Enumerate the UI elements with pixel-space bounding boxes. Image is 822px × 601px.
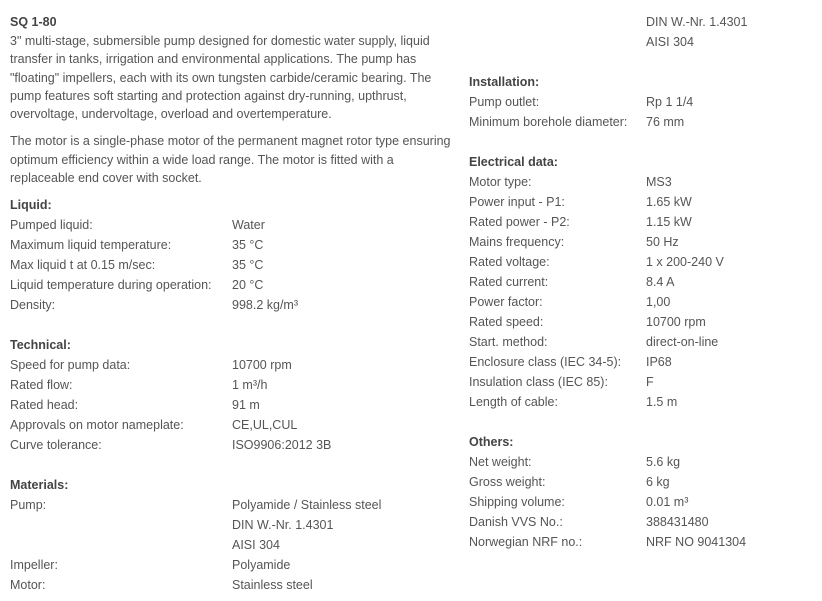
spec-row bbox=[10, 215, 455, 235]
spec-value: 388431480 bbox=[646, 515, 709, 529]
spec-row bbox=[469, 452, 814, 472]
spec-label: Rated voltage: bbox=[469, 255, 550, 269]
right-column bbox=[469, 12, 814, 552]
spec-label: Gross weight: bbox=[469, 475, 546, 489]
spec-value: 50 Hz bbox=[646, 235, 679, 249]
spec-row bbox=[469, 492, 814, 512]
spec-value: ISO9906:2012 3B bbox=[232, 438, 332, 453]
spec-row bbox=[469, 392, 814, 412]
spec-label: Rated flow: bbox=[10, 378, 73, 393]
spec-row bbox=[10, 535, 455, 555]
left-column bbox=[10, 12, 455, 595]
section-title: Materials: bbox=[10, 478, 69, 493]
description-paragraph: 3" multi-stage, submersible pump designed for domestic water supply, liquid transfer in tanks, irrigation and environmental applications. The pump has "floating" impellers, each with its own tungsten carbide/ceramic bearing. The pump features soft starting and protection against dry-running, upthrust, overvoltage, undervoltage, overload and overtemperature. bbox=[10, 34, 432, 122]
spec-label: Power factor: bbox=[469, 295, 543, 309]
spec-label bbox=[10, 515, 232, 535]
spec-label: Start. method: bbox=[469, 335, 548, 349]
spec-value: 0.01 m³ bbox=[646, 495, 689, 509]
spec-row bbox=[10, 515, 455, 535]
spec-value: 35 °C bbox=[232, 258, 264, 273]
spec-row bbox=[469, 192, 814, 212]
spec-value: NRF NO 9041304 bbox=[646, 535, 747, 549]
spec-label: Insulation class (IEC 85): bbox=[469, 375, 608, 389]
spec-label: Power input - P1: bbox=[469, 195, 565, 209]
spec-label: Speed for pump data: bbox=[10, 358, 131, 373]
section-title: Liquid: bbox=[10, 198, 52, 213]
spec-value: Rp 1 1/4 bbox=[646, 95, 694, 109]
spec-label: Norwegian NRF no.: bbox=[469, 535, 583, 549]
spec-value: 20 °C bbox=[232, 278, 264, 293]
spec-value: 1,00 bbox=[646, 295, 671, 309]
spec-label: Minimum borehole diameter: bbox=[469, 115, 628, 129]
spec-value: AISI 304 bbox=[232, 538, 280, 553]
spec-label: Danish VVS No.: bbox=[469, 515, 563, 529]
spec-label: Net weight: bbox=[469, 455, 532, 469]
spec-label: Mains frequency: bbox=[469, 235, 565, 249]
section-title: Technical: bbox=[10, 338, 71, 353]
spec-list-left bbox=[10, 195, 455, 595]
spec-label: Maximum liquid temperature: bbox=[10, 238, 172, 253]
spec-row bbox=[469, 272, 814, 292]
spec-row bbox=[469, 12, 814, 32]
spec-label: Rated current: bbox=[469, 275, 549, 289]
spec-value: DIN W.-Nr. 1.4301 bbox=[232, 518, 334, 533]
spec-value: 1 x 200-240 V bbox=[646, 255, 724, 269]
spec-value: 6 kg bbox=[646, 475, 670, 489]
spec-row bbox=[469, 512, 814, 532]
spec-label: Impeller: bbox=[10, 558, 58, 573]
spec-value: 10700 rpm bbox=[232, 358, 292, 373]
spec-label: Max liquid t at 0.15 m/sec: bbox=[10, 258, 156, 273]
spec-label: Pump: bbox=[10, 498, 47, 513]
spec-row bbox=[10, 575, 455, 595]
spec-value: IP68 bbox=[646, 355, 672, 369]
spec-value: F bbox=[646, 375, 654, 389]
spec-row bbox=[10, 375, 455, 395]
spec-label: Rated head: bbox=[10, 398, 79, 413]
spec-value: direct-on-line bbox=[646, 335, 719, 349]
spec-label: Rated power - P2: bbox=[469, 215, 570, 229]
spec-row bbox=[469, 172, 814, 192]
spec-label: Motor type: bbox=[469, 175, 532, 189]
spec-value: MS3 bbox=[646, 175, 672, 189]
spec-row bbox=[10, 295, 455, 315]
spec-value: Stainless steel bbox=[232, 578, 313, 593]
description-paragraph: The motor is a single-phase motor of the permanent magnet rotor type ensuring optimum efficiency within a wide load range. The motor is fitted with a replaceable end cover with socket. bbox=[10, 134, 451, 186]
spec-row bbox=[10, 415, 455, 435]
spec-value: 1.15 kW bbox=[646, 215, 692, 229]
section-gap bbox=[469, 52, 814, 72]
spec-label: Pumped liquid: bbox=[10, 218, 93, 233]
spec-label: Rated speed: bbox=[469, 315, 544, 329]
spec-label: Length of cable: bbox=[469, 395, 558, 409]
section-title: Installation: bbox=[469, 75, 540, 89]
spec-label: Approvals on motor nameplate: bbox=[10, 418, 184, 433]
spec-row bbox=[10, 235, 455, 255]
spec-row bbox=[10, 355, 455, 375]
spec-label: Liquid temperature during operation: bbox=[10, 278, 212, 293]
spec-row bbox=[469, 472, 814, 492]
spec-label bbox=[469, 32, 646, 52]
spec-value: Water bbox=[232, 218, 265, 233]
spec-row bbox=[469, 92, 814, 112]
spec-label bbox=[10, 535, 232, 555]
spec-label bbox=[469, 12, 646, 32]
spec-row bbox=[10, 395, 455, 415]
section-liquid bbox=[10, 195, 455, 315]
spec-value: 5.6 kg bbox=[646, 455, 681, 469]
section-title: Others: bbox=[469, 435, 514, 449]
spec-value: 91 m bbox=[232, 398, 260, 413]
spec-value: 998.2 kg/m³ bbox=[232, 298, 299, 313]
spec-row bbox=[469, 372, 814, 392]
spec-label: Curve tolerance: bbox=[10, 438, 102, 453]
section-materials bbox=[10, 475, 455, 595]
section-installation bbox=[469, 72, 814, 132]
spec-label: Enclosure class (IEC 34-5): bbox=[469, 355, 622, 369]
section-others bbox=[469, 432, 814, 552]
section-title: Electrical data: bbox=[469, 155, 558, 169]
spec-row bbox=[10, 275, 455, 295]
spec-row bbox=[469, 292, 814, 312]
spec-value: 1.65 kW bbox=[646, 195, 692, 209]
spec-label: Shipping volume: bbox=[469, 495, 565, 509]
spec-value: DIN W.-Nr. 1.4301 bbox=[646, 15, 748, 29]
spec-value: 35 °C bbox=[232, 238, 264, 253]
spec-row bbox=[469, 332, 814, 352]
spec-value: CE,UL,CUL bbox=[232, 418, 298, 433]
spec-row bbox=[10, 555, 455, 575]
spec-row bbox=[469, 252, 814, 272]
spec-label: Motor: bbox=[10, 578, 46, 593]
section-technical bbox=[10, 335, 455, 455]
spec-row bbox=[469, 352, 814, 372]
spec-value: 1 m³/h bbox=[232, 378, 268, 393]
section-gap bbox=[469, 132, 814, 152]
spec-label: Density: bbox=[10, 298, 56, 313]
spec-row bbox=[10, 495, 455, 515]
section-gap bbox=[469, 412, 814, 432]
spec-row bbox=[469, 532, 814, 552]
spec-row bbox=[469, 232, 814, 252]
spec-label: Pump outlet: bbox=[469, 95, 540, 109]
section-gap bbox=[10, 455, 455, 475]
section-gap bbox=[10, 315, 455, 335]
spec-row bbox=[469, 212, 814, 232]
spec-row bbox=[469, 32, 814, 52]
spec-value: 8.4 A bbox=[646, 275, 675, 289]
spec-value: Polyamide / Stainless steel bbox=[232, 498, 382, 513]
spec-value: 10700 rpm bbox=[646, 315, 706, 329]
spec-value: 1.5 m bbox=[646, 395, 678, 409]
spec-value: AISI 304 bbox=[646, 35, 694, 49]
spec-value: 76 mm bbox=[646, 115, 685, 129]
section-electrical bbox=[469, 152, 814, 412]
spec-row bbox=[10, 435, 455, 455]
spec-value: Polyamide bbox=[232, 558, 291, 573]
product-title: SQ 1-80 bbox=[10, 15, 57, 29]
spec-row bbox=[10, 255, 455, 275]
spec-row bbox=[469, 312, 814, 332]
spec-row bbox=[469, 112, 814, 132]
